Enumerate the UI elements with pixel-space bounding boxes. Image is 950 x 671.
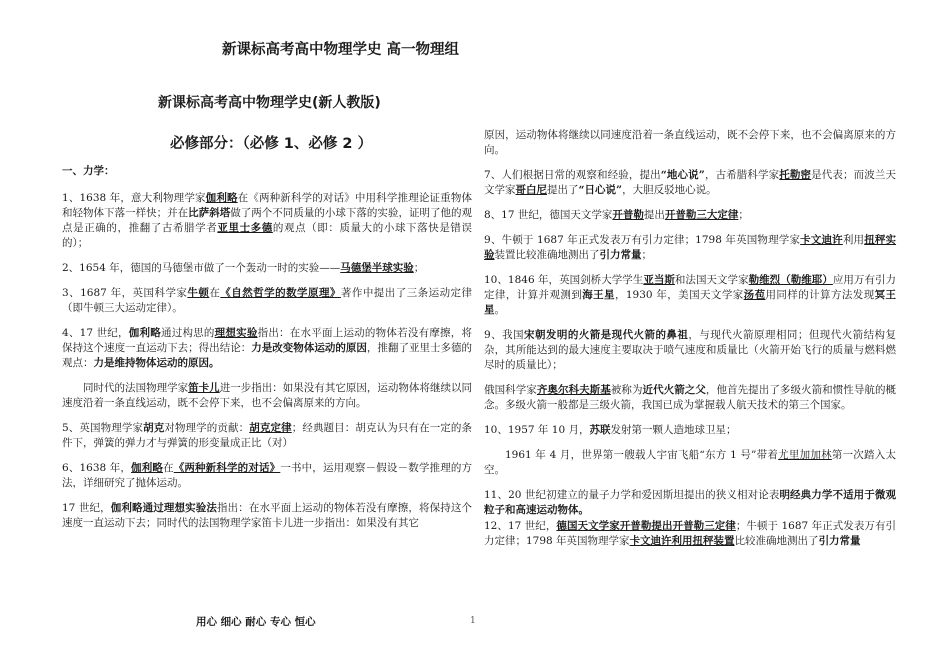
- paragraph-hooke: [62, 421, 472, 451]
- leverrier-name: 勒维烈（勒维耶）: [748, 274, 833, 286]
- paragraph-tsiolkovsky: [484, 383, 896, 413]
- text: 一书中，运用观察－假设－数学推理的方法，详细研究了抛体运动。: [62, 462, 473, 489]
- text: ，他首先提出了多级火箭和惯性导航的概念。多级火箭一般都是三级火箭，我国已成为掌握载人航天技术的第三个国家。: [484, 384, 897, 411]
- paragraph-kepler: [484, 208, 896, 223]
- kepler-laws: 开普勒三大定律: [664, 209, 739, 221]
- heliocentric-term: “日心说”: [578, 184, 623, 196]
- rocket-father: 近代火箭之父: [642, 384, 706, 396]
- paragraph-descartes: [62, 381, 472, 411]
- paragraph-neptune: [484, 273, 896, 318]
- galileo-name: 伽利略: [131, 462, 164, 474]
- text: 在: [163, 462, 174, 474]
- paragraph-galileo-falling: [62, 191, 472, 251]
- paragraph-projectile: [62, 461, 472, 491]
- galileo-name: 伽利略: [128, 327, 161, 339]
- text: 利用: [842, 234, 865, 246]
- text: ，1930 年，美国天文学家: [614, 289, 744, 301]
- paragraph-quantum: [484, 488, 896, 518]
- text: 应用万有引力定律，计算并观测到: [484, 274, 897, 301]
- paragraph-continued: 原因，运动物体将继续以同速度沿着一条直线运动，既不会停下来，也不会偏离原来的方向。: [484, 129, 896, 156]
- paragraph-ideal-method: [62, 501, 472, 531]
- song-rocket: 宋朝发明的火箭是现代火箭的鼻祖: [524, 329, 689, 341]
- text: 俄国科学家: [484, 384, 537, 396]
- text: ，大胆反驳地心说。: [622, 184, 717, 196]
- text: 2、1654 年，德国的马德堡市做了一个轰动一时的实验——: [62, 262, 341, 274]
- text: 同时代的法国物理学家: [83, 382, 189, 394]
- header-title: 新课标高考高中物理学史 高一物理组: [222, 42, 460, 58]
- document-title: 新课标高考高中物理学史(新人教版): [158, 95, 381, 111]
- two-sciences-title: 《两种新科学的对话》: [173, 462, 281, 474]
- ideal-method: 伽利略通过理想实验法: [110, 502, 218, 514]
- text: 。: [494, 304, 505, 316]
- text: 被称为: [610, 384, 643, 396]
- text: ，推翻了亚里士多德的观点：: [62, 342, 473, 369]
- principia-title: 《自然哲学的数学原理》: [220, 287, 341, 299]
- text: ；牛顿于 1687 年正式发表万有引力定律；1798 年英国物理学家: [484, 520, 897, 547]
- text: 发射第一颗人造地球卫星；: [610, 424, 737, 436]
- paragraph-kepler-summary: [484, 519, 896, 549]
- ussr-name: 苏联: [589, 424, 611, 436]
- text: 9、牛顿于 1687 年正式发表万有引力定律；1798 年英国物理学家: [484, 234, 801, 246]
- kepler-summary: 德国天文学家开普勒提出开普勒三定律: [556, 520, 736, 532]
- text: 17 世纪，: [62, 502, 111, 514]
- text: ，古希腊科学家: [704, 169, 780, 181]
- text: 5、英国物理学家: [62, 422, 144, 434]
- paragraph-ideal-experiment: [62, 326, 472, 371]
- text: 提出: [643, 209, 665, 221]
- cavendish-name: 卡文迪许: [800, 234, 843, 246]
- pluto-name: 冥王星: [484, 289, 897, 316]
- mechanics-heading: 一、力学：: [62, 165, 115, 177]
- text: ，与现代火箭原理相同；但现代火箭结构复杂，其所能达到的最大速度主要取决于喷气速度和质量比（火箭开始飞行的质量与燃料燃尽时的质量比）；: [484, 329, 897, 371]
- text: ；: [738, 209, 749, 221]
- text: 的观点（即：质量大的小球下落快是错误的）；: [62, 222, 473, 249]
- text: 8、17 世纪，德国天文学家: [484, 209, 613, 221]
- hooke-law: 胡克定律: [249, 422, 292, 434]
- footer-motto: 用心 细心 耐心 专心 恒心: [196, 616, 316, 628]
- text: 指出：在水平面上运动的物体若没有摩擦，将保持这个速度一直运动下去；同时代的法国物理学家笛卡儿进一步指出：如果没有其它: [62, 502, 472, 529]
- text: 通过构思的: [160, 327, 215, 339]
- newton-name: 牛顿: [187, 287, 210, 299]
- neptune-name: 海王星: [582, 289, 615, 301]
- ideal-experiment: 理想实验: [214, 327, 258, 339]
- kepler-name: 开普勒: [612, 209, 644, 221]
- torsion-experiment: 扭秤实验: [484, 234, 897, 261]
- adams-name: 亚当斯: [643, 274, 675, 286]
- text: 著作中提出了三条运动定律（即牛顿三大运动定律）。: [62, 287, 473, 314]
- text: ；: [413, 262, 425, 274]
- text: 是代表；而波兰天文学家: [484, 169, 897, 196]
- text: 1、1638 年，意大利物理学家: [62, 192, 206, 204]
- text: 进一步指出：如果没有其它原因，运动物体将继续以同速度沿着一条直线运动，既不会停下来，也不会偏离原来的方向。: [62, 382, 473, 409]
- conclusion-force: 力是改变物体运动的原因: [251, 342, 367, 354]
- text: 用同样的计算方法发现: [765, 289, 875, 301]
- text: 10、1957 年 10 月，: [484, 424, 590, 436]
- gravitational-constant: 引力常量: [599, 249, 642, 261]
- right-column: [484, 128, 896, 559]
- text: 在: [209, 287, 221, 299]
- text: 对物理学的贡献：: [164, 422, 250, 434]
- paragraph-cavendish: [484, 233, 896, 263]
- text: 9、我国: [484, 329, 524, 341]
- cavendish-summary: 卡文迪许利用扭秤装置: [629, 535, 735, 547]
- page-number: 1: [470, 616, 476, 626]
- aristotle-name: 亚里士多德: [217, 222, 273, 234]
- hooke-name: 胡克: [143, 422, 165, 434]
- text: 10、1846 年，英国剑桥大学学生: [484, 274, 644, 286]
- paragraph-magdeburg: [62, 261, 472, 276]
- text: 11、20 世纪初建立的量子力学和爱因斯坦提出的狭义相对论表: [484, 489, 780, 501]
- text: 在《两种新科学的对话》中用科学推理论证重物体和轻物体下落一样快；并在: [62, 192, 472, 219]
- text: ；: [641, 249, 652, 261]
- descartes-name: 笛卡儿: [188, 382, 220, 394]
- text: 和法国天文学家: [674, 274, 749, 286]
- text: 比较准确地测出了: [734, 535, 819, 547]
- geocentric-term: “地心说”: [660, 169, 705, 181]
- magdeburg-experiment: 马德堡半球实验: [340, 262, 414, 274]
- paragraph-rocket: [484, 328, 896, 373]
- text: 指出：在水平面上运动的物体若没有摩擦，将保持这个速度一直运动下去；得出结论：: [62, 327, 473, 354]
- text: 第一次踏入太空。: [484, 449, 897, 476]
- gagarin-name: 尤里加加林: [778, 449, 832, 461]
- ptolemy-name: 托勒密: [779, 169, 812, 181]
- tombaugh-name: 汤苞: [743, 289, 766, 301]
- aristotle-view: 力是维持物体运动的原因。: [93, 357, 220, 369]
- paragraph-gagarin: [484, 448, 896, 478]
- text: 6、1638 年，: [62, 462, 132, 474]
- galileo-name: 伽利略: [205, 192, 238, 204]
- paragraph-geocentric: [484, 168, 896, 198]
- tsiolkovsky-name: 齐奥尔科夫斯基: [536, 384, 611, 396]
- text: ；经典题目：胡克认为只有在一定的条件下，弹簧的弹力才与弹簧的形变量成正比（对）: [62, 422, 473, 449]
- text: 4、17 世纪，: [62, 327, 129, 339]
- text: 1961 年 4 月，世界第一艘载人宇宙飞船“东方 1 号”带着: [505, 449, 779, 461]
- pisa-tower: 比萨斜塔: [188, 207, 231, 219]
- text: 提出了: [547, 184, 579, 196]
- text: 装置比较准确地测出了: [494, 249, 600, 261]
- text: 3、1687 年，英国科学家: [62, 287, 188, 299]
- classical-limit: 明经典力学不适用于微观粒子和高速运动物体。: [484, 489, 897, 516]
- copernicus-name: 哥白尼: [515, 184, 547, 196]
- text: 7、人们根据日常的观察和经验，提出: [484, 169, 661, 181]
- left-column: [62, 164, 472, 541]
- paragraph-newton-laws: [62, 286, 472, 316]
- text: 12、17 世纪，: [484, 520, 557, 532]
- section-title: 必修部分：（必修 1、必修 2 ）: [170, 136, 373, 152]
- paragraph-sputnik: [484, 423, 896, 438]
- text: 做了两个不同质量的小球下落的实验，证明了他的观点是正确的，推翻了古希腊学者: [62, 207, 473, 234]
- gravitational-constant: 引力常量: [818, 535, 861, 547]
